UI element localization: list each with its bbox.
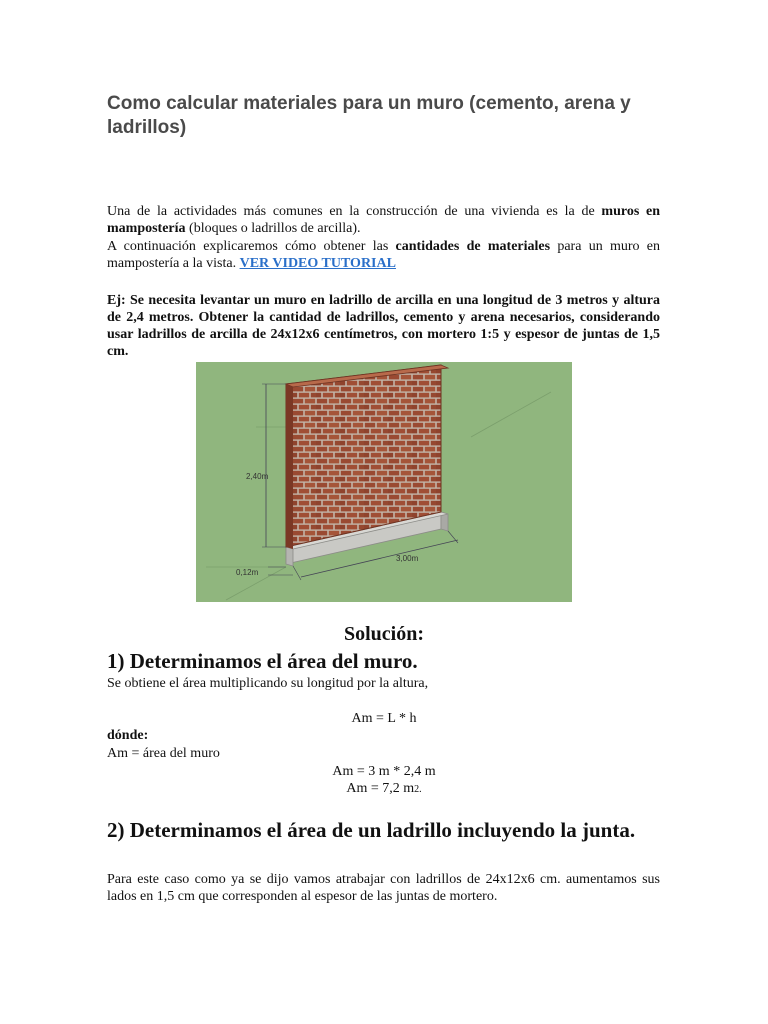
- calc-result: Am = 7,2 m: [346, 781, 415, 796]
- page-title: Como calcular materiales para un muro (cemento, arena y ladrillos): [107, 93, 631, 138]
- where-definition: Am = área del muro: [107, 746, 220, 761]
- intro-paragraph-2: [107, 238, 660, 272]
- intro-bold-term: muros en mampostería: [107, 204, 660, 236]
- video-tutorial-link[interactable]: VER VIDEO TUTORIAL: [239, 256, 396, 271]
- intro-text-end: (bloques o ladrillos de arcilla).: [185, 221, 361, 236]
- formula-area: Am = L * h: [351, 711, 417, 726]
- height-label: 2,40m: [246, 472, 269, 481]
- intro-paragraph-1: [107, 203, 660, 237]
- step2-text: Para este caso como ya se dijo vamos atrabajar con ladrillos de 24x12x6 cm. aumentamos sus lados en 1,5 cm que corresponden al espesor de las juntas de mortero.: [107, 872, 660, 904]
- intro2-text: A continuación explicaremos cómo obtener las: [107, 239, 396, 254]
- thickness-label: 0,12m: [236, 568, 259, 577]
- example-statement: Ej: Se necesita levantar un muro en ladrillo de arcilla en una longitud de 3 metros y altura de 2,4 metros. Obtener la cantidad de ladrillos, cemento y arena necesarios, considerando usar ladrillos de arcilla de 24x12x6 centímetros, con mortero 1:5 y espesor de juntas de 1,5 cm.: [107, 293, 660, 359]
- wall-diagram: [196, 362, 572, 602]
- intro2-text-end: para un muro en mampostería a la vista.: [107, 239, 661, 271]
- intro2-bold-term: cantidades de materiales: [395, 239, 551, 254]
- step1-text: Se obtiene el área multiplicando su longitud por la altura,: [107, 676, 429, 691]
- solution-heading: Solución:: [343, 623, 425, 645]
- step2-heading: 2) Determinamos el área de un ladrillo incluyendo la junta.: [107, 818, 636, 842]
- calc-unit: 2.: [414, 784, 422, 795]
- step1-heading: 1) Determinamos el área del muro.: [107, 649, 418, 673]
- length-label: 3,00m: [396, 554, 419, 563]
- intro-text: Una de la actividades más comunes en la construcción de una vivienda es la de: [107, 204, 602, 219]
- calc-line-2: [0, 780, 768, 798]
- where-label: dónde:: [107, 728, 149, 743]
- calc-line-1: Am = 3 m * 2,4 m: [332, 764, 436, 779]
